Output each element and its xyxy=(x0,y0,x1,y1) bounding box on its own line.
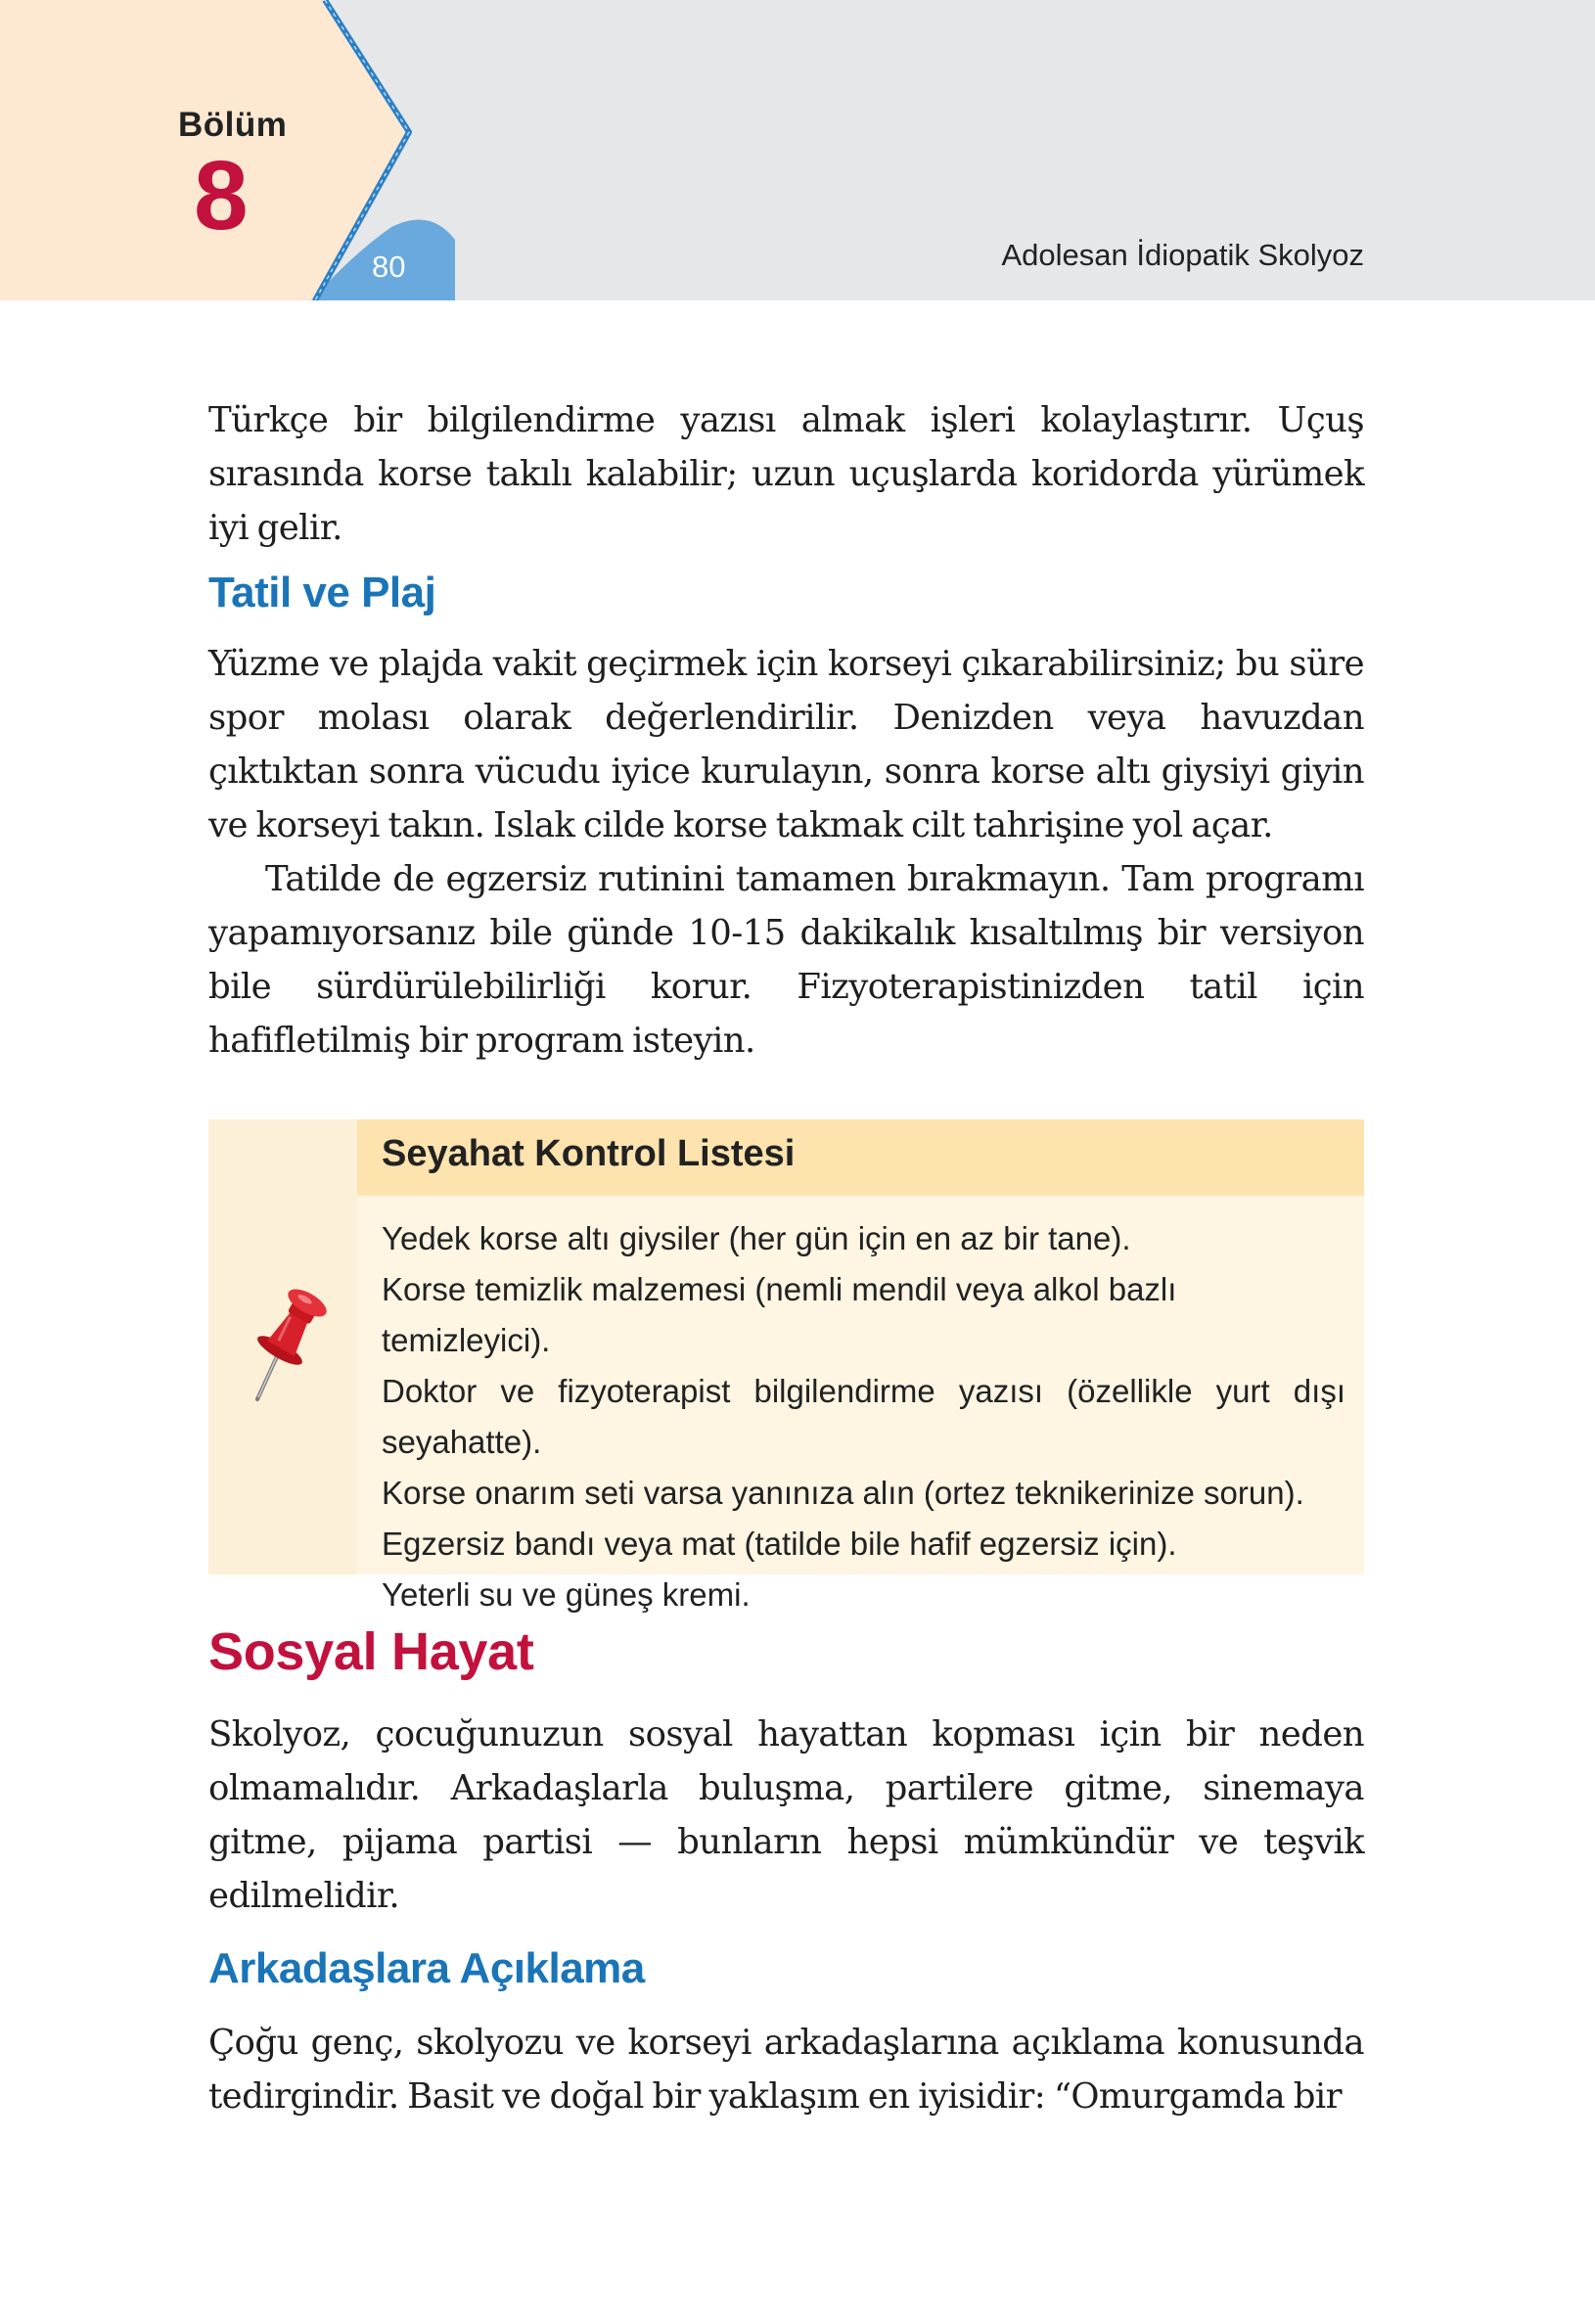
checklist-content xyxy=(357,1119,1364,1613)
pushpin-icon xyxy=(238,1276,336,1403)
checklist-item: Doktor ve fizyoterapist bilgilendirme yazısı (özellikle yurt dışı seyahatte). xyxy=(382,1373,1345,1460)
checklist-icon-column xyxy=(208,1119,357,1574)
checklist-items xyxy=(382,1213,1345,1620)
section-sosyal-body xyxy=(208,1708,1364,1923)
section-sosyal xyxy=(208,1619,1364,1684)
checklist-item: Yedek korse altı giysiler (her gün için en az bir tane). xyxy=(382,1220,1131,1256)
section-arkadas xyxy=(208,1939,1364,1998)
checklist-title-bar xyxy=(357,1119,1364,1196)
heading-tatil-ve-plaj: Tatil ve Plaj xyxy=(208,569,436,616)
checklist-item: Yeterli su ve güneş kremi. xyxy=(382,1576,751,1613)
page-number: 80 xyxy=(372,250,406,284)
travel-checklist-box xyxy=(208,1119,1364,1613)
paragraph-arkadas: Çoğu genç, skolyozu ve korseyi arkadaşlarına açıklama konusunda tedirgindir. Basit ve doğal bir yaklaşım en iyisidir: “Omurgamda bir xyxy=(208,2023,1364,2117)
checklist-item: Korse temizlik malzemesi (nemli mendil veya alkol bazlı temizleyici). xyxy=(382,1271,1177,1358)
checklist-title: Seyahat Kontrol Listesi xyxy=(382,1133,796,1174)
checklist-item: Egzersiz bandı veya mat (tatilde bile hafif egzersiz için). xyxy=(382,1526,1177,1562)
heading-arkadaslara-aciklama: Arkadaşlara Açıklama xyxy=(208,1944,645,1992)
section-arkadas-body xyxy=(208,2016,1364,2123)
checklist-item: Korse onarım seti varsa yanınıza alın (ortez teknikerinize sorun). xyxy=(382,1475,1304,1511)
body-section-top xyxy=(208,393,1364,555)
section-tatil xyxy=(208,564,1364,622)
paragraph-intro: Türkçe bir bilgilendirme yazısı almak işleri kolaylaştırır. Uçuş sırasında korse takılı kalabilir; uzun uçuşlarda koridorda yürümek iyi gelir. xyxy=(208,400,1364,548)
heading-sosyal-hayat: Sosyal Hayat xyxy=(208,1622,534,1681)
paragraph-tatil-1: Yüzme ve plajda vakit geçirmek için korseyi çıkarabilirsiniz; bu süre spor molası olarak değerlendirilir. Denizden veya havuzdan çıktıktan sonra vücudu iyice kurulayın, sonra korse altı giysiyi giyin ve korseyi takın. Islak cilde korse takmak cilt tahrişine yol açar. xyxy=(208,644,1364,845)
section-tatil-body xyxy=(208,637,1364,1068)
chapter-number: 8 xyxy=(194,141,249,251)
running-title: Adolesan İdiopatik Skolyoz xyxy=(1001,238,1364,272)
page-header xyxy=(0,0,1595,300)
paragraph-sosyal: Skolyoz, çocuğunuzun sosyal hayattan kopması için bir neden olmamalıdır. Arkadaşlarla buluşma, partilere gitme, sinemaya gitme, pijama partisi — bunların hepsi mümkündür ve teşvik edilmelidir. xyxy=(208,1714,1364,1916)
paragraph-tatil-2: Tatilde de egzersiz rutinini tamamen bırakmayın. Tam programı yapamıyorsanız bile günde 10-15 dakikalık kısaltılmış bir versiyon bile sürdürülebilirliği korur. Fizyoterapistinizden tatil için hafifletilmiş bir program isteyin. xyxy=(208,859,1364,1061)
chapter-label: Bölüm xyxy=(178,106,288,144)
